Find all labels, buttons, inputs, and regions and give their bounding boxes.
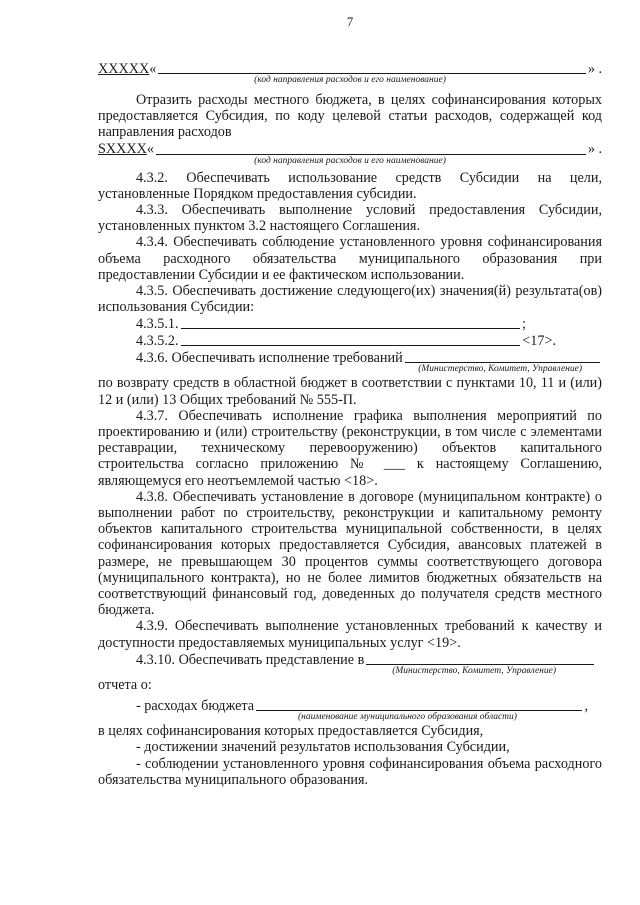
blank-line <box>156 141 586 155</box>
clause-4-3-5: 4.3.5. Обеспечивать достижение следующего(их) значения(й) результата(ов) использования Субсидии: <box>98 283 602 316</box>
caption-code-1: (код направления расходов и его наименование) <box>254 75 446 85</box>
blank-line <box>158 60 585 74</box>
clause-4-3-10: 4.3.10. Обеспечивать представление в <box>98 651 596 668</box>
caption-ministry-2: (Министерство, Комитет, Управление) <box>392 665 556 676</box>
compliance-line: - соблюдении установленного уровня софинансирования объема расходного обязательства муниципального образования. <box>98 755 602 788</box>
clause-4-3-5-2: 4.3.5.2. <17>. <box>136 333 556 350</box>
blank-line <box>256 697 582 711</box>
caption-ministry-1: (Министерство, Комитет, Управление) <box>418 364 582 375</box>
clause-4-3-2: 4.3.2. Обеспечивать использование средств Субсидии на цели, установленные Порядком предоставления субсидии. <box>98 169 602 202</box>
expenses-line: - расходах бюджета , <box>136 697 588 714</box>
achievement-line: - достижении значений результатов использования Субсидии, <box>136 739 510 756</box>
blank-line <box>181 315 520 329</box>
clause-4-3-6: 4.3.6. Обеспечивать исполнение требований <box>98 349 602 366</box>
clause-4-3-8: 4.3.8. Обеспечивать установление в договоре (муниципальном контракте) о выполнении работ по строительству, реконструкции и капитальному ремонту объектов капитального строительства муниципальной собственности, в целях софинансирования которых предоставляется Субсидия, авансовых платежей в размере, не превышающем 30 процентов суммы соответствующего договора (муниципального контракта), но не более лимитов бюджетных обязательств на соответствующий финансовый год, доведенных до получателя средств местного бюджета. <box>98 488 602 619</box>
purpose-line: в целях софинансирования которых предоставляется Субсидия, <box>98 723 484 740</box>
document-body <box>98 60 602 788</box>
clause-4-3-3: 4.3.3. Обеспечивать выполнение условий предоставления Субсидии, установленных пунктом 3.2 настоящего Соглашения. <box>98 202 602 235</box>
report-of: отчета о: <box>98 676 152 693</box>
blank-line <box>405 349 600 363</box>
caption-code-2: (код направления расходов и его наименование) <box>254 155 446 166</box>
caption-municipality: (наименование муниципального образования области) <box>298 712 517 723</box>
page-number: 7 <box>346 14 354 29</box>
code-xxxxx: XXXXX <box>98 60 150 77</box>
blank-line <box>181 332 521 346</box>
code-line-2: SXXXX « » . <box>98 141 602 158</box>
para-reflect: Отразить расходы местного бюджета, в целях софинансирования которых предоставляется Субсидия, по коду целевой статьи расходов, содержащей код направления расходов <box>98 92 602 141</box>
blank-line <box>366 651 594 665</box>
clause-4-3-5-1: 4.3.5.1. ; <box>136 316 526 333</box>
clause-4-3-9: 4.3.9. Обеспечивать выполнение установленных требований к качеству и доступности предоставляемых муниципальных услуг <19>. <box>98 618 602 651</box>
code-sxxxx: SXXXX <box>98 141 147 158</box>
clause-4-3-6-cont: по возврату средств в областной бюджет в соответствии с пунктами 10, 11 и (или) 12 и (или) 13 Общих требований № 555-П. <box>98 375 602 408</box>
clause-4-3-4: 4.3.4. Обеспечивать соблюдение установленного уровня софинансирования объема расходного обязательства муниципального образования при предоставлении Субсидии и ее фактическом использовании. <box>98 234 602 283</box>
clause-4-3-7: 4.3.7. Обеспечивать исполнение графика выполнения мероприятий по проектированию и (или) строительству (реконструкции, в том числе с элементами реставрации, техническому перевооружению) объектов капитального строительства согласно приложению № ___ к настоящему Соглашению, являющемуся его неотъемлемой частью <18>. <box>98 407 602 489</box>
code-line-1: XXXXX « » . <box>98 60 602 77</box>
